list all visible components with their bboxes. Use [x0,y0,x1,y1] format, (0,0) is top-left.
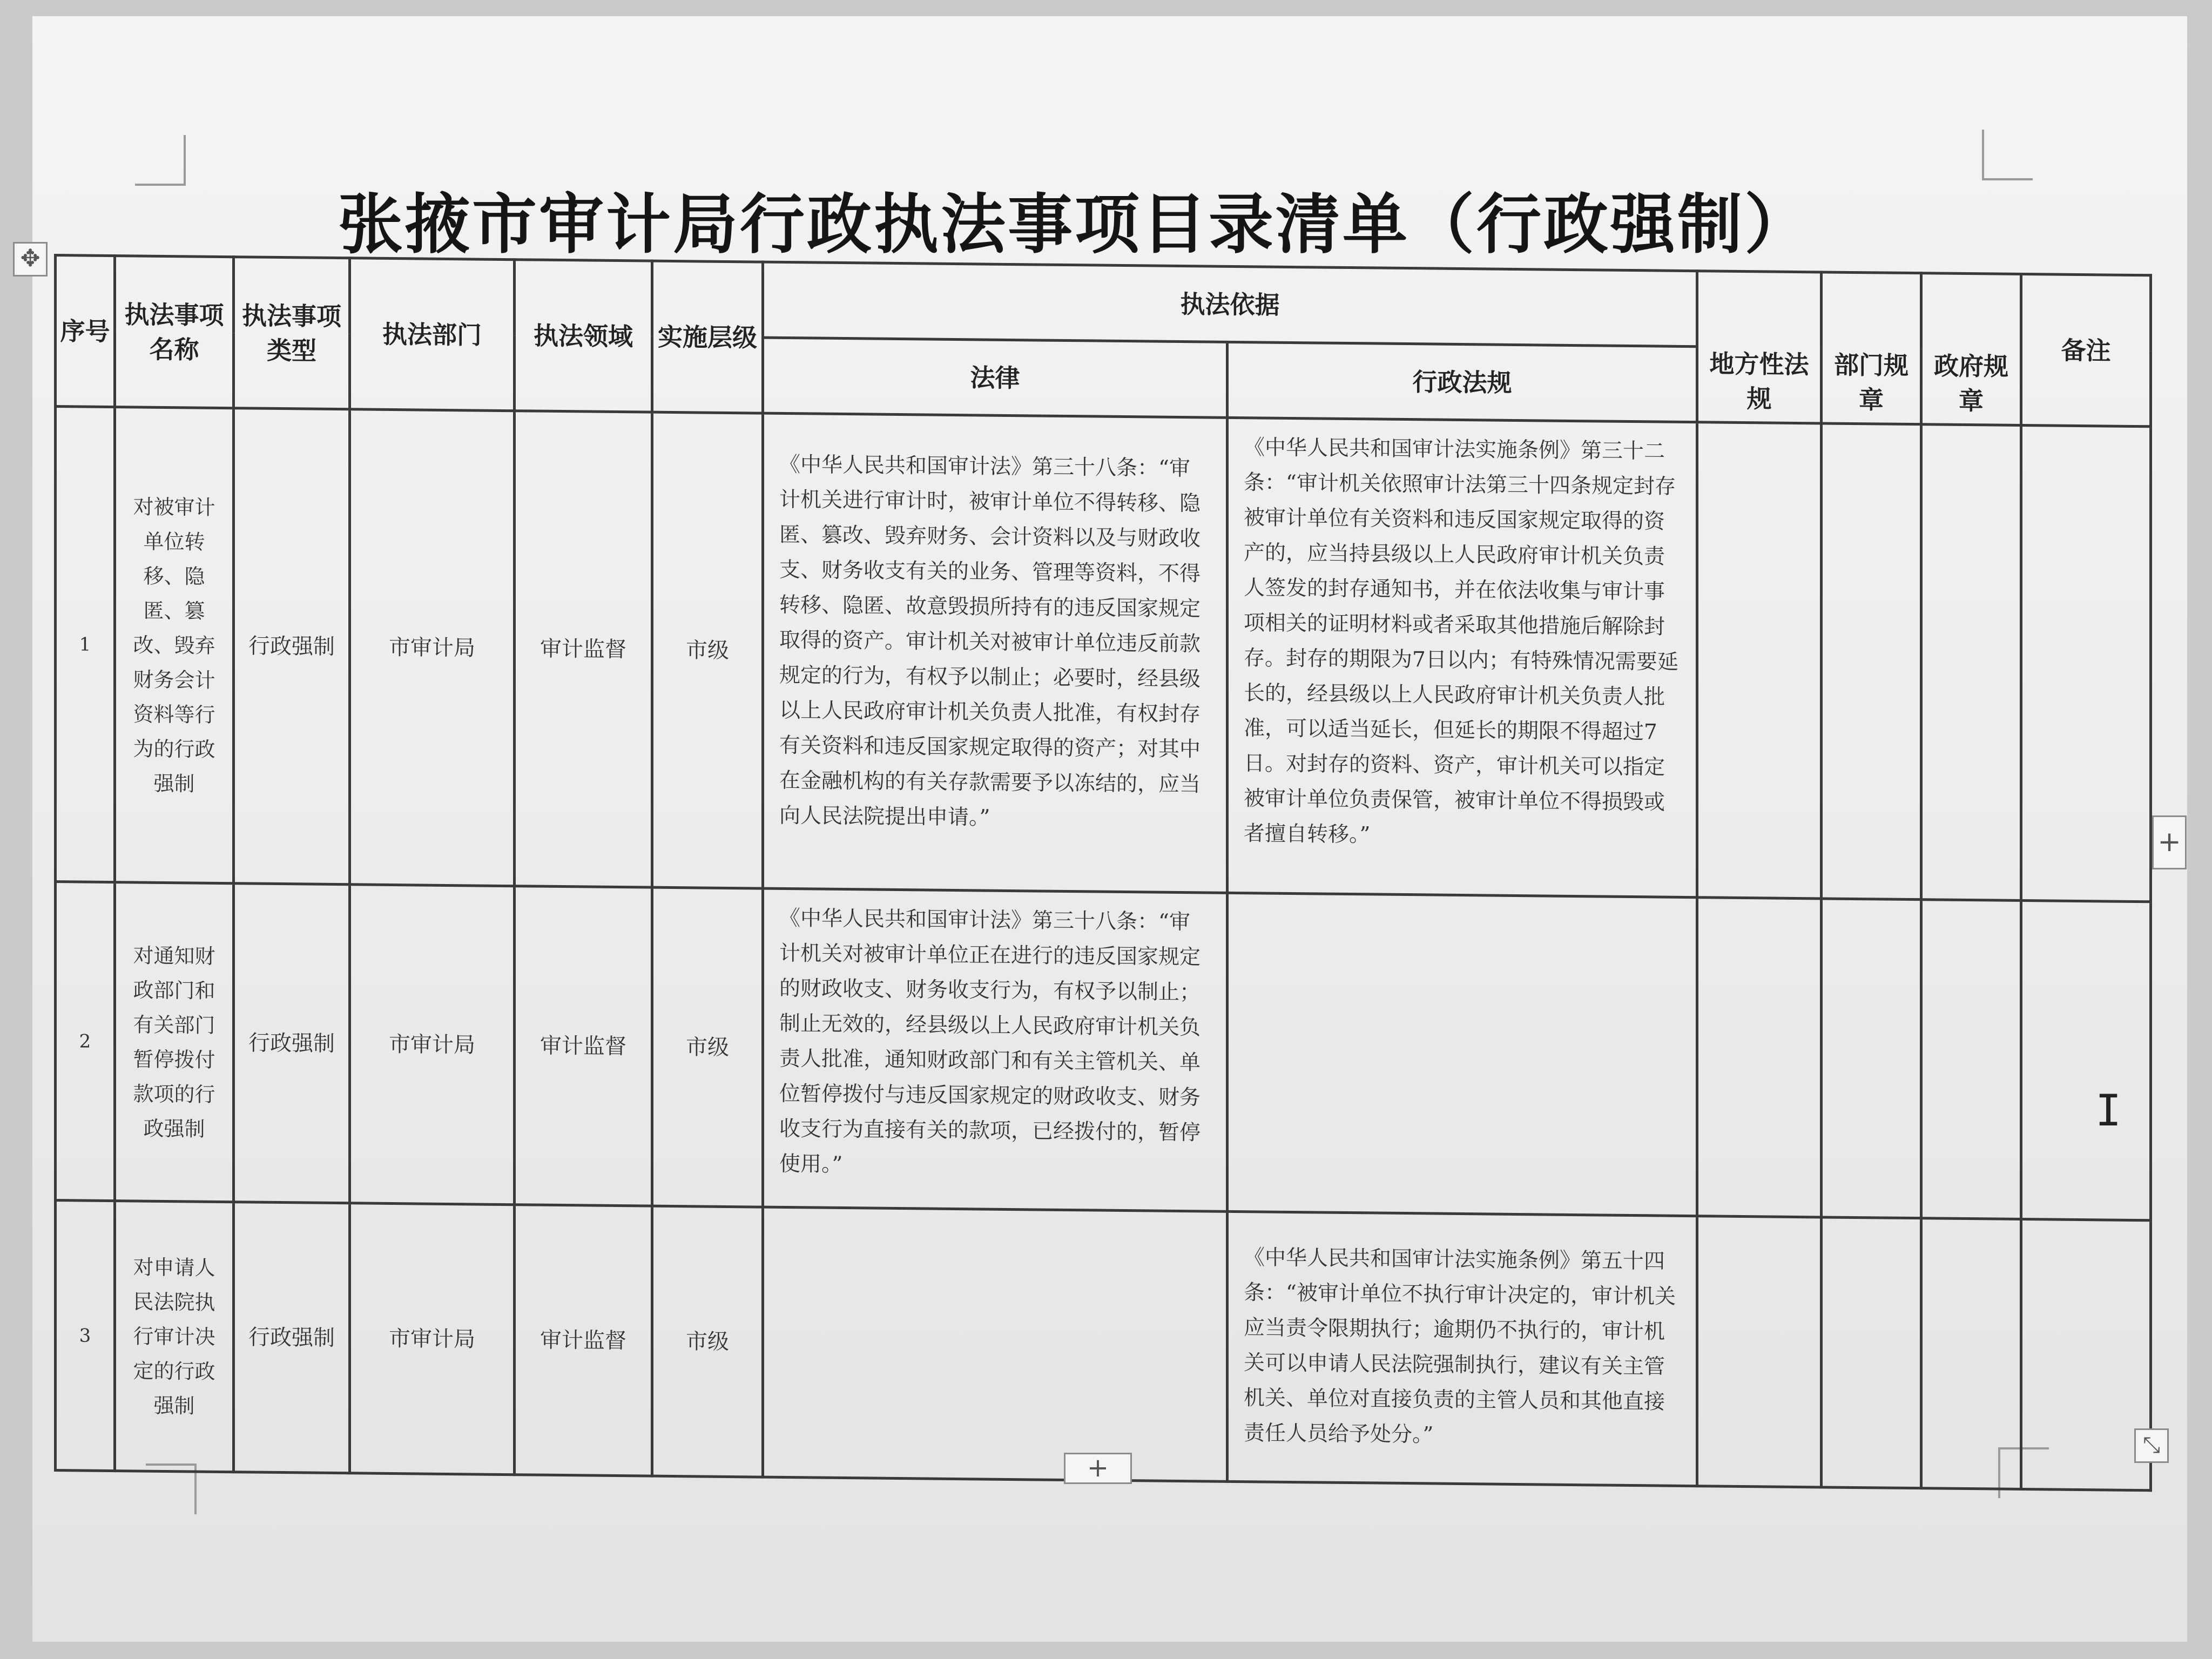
header-law: 法律 [763,338,1228,417]
cell-level[interactable]: 市级 [652,887,763,1207]
cell-dept-rules[interactable] [1822,1217,1921,1488]
header-dept-rules: 部门规章 [1822,272,1921,424]
cell-item-type[interactable]: 行政强制 [234,408,350,885]
add-row-button[interactable]: + [1064,1453,1132,1484]
table-move-icon[interactable]: ✥ [13,242,48,276]
page-margin-corner [135,135,186,186]
add-column-button[interactable]: + [2152,815,2187,869]
cell-gov-rules[interactable] [1921,900,2021,1219]
cell-local-regulation[interactable] [1697,422,1822,899]
header-item-name: 执法事项名称 [115,256,234,408]
table-container [54,254,2149,1467]
cell-law[interactable]: 《中华人民共和国审计法》第三十八条：“审计机关对被审计单位正在进行的违反国家规定的财政收支、财务收支行为，有权予以制止；制止无效的，经县级以上人民政府审计机关负责人批准，通知财政部门和有关主管机关、单位暂停拨付与违反国家规定的财政收支、财务收支行为直接有关的款项，已经拨付的，暂停使用。” [763,888,1228,1211]
header-remarks: 备注 [2021,274,2151,426]
cell-item-type[interactable]: 行政强制 [234,1202,350,1473]
table-resize-icon[interactable]: ⤡ [2134,1428,2169,1463]
table-row [56,1201,2151,1491]
cell-admin-regulation[interactable]: 《中华人民共和国审计法实施条例》第五十四条：“被审计单位不执行审计决定的，审计机关应当责令限期执行；逾期仍不执行的，审计机关可以申请人民法院强制执行，建议有关主管机关、单位对直接负责的主管人员和其他直接责任人员给予处分。” [1228,1211,1697,1486]
header-department: 执法部门 [350,258,515,411]
header-item-type: 执法事项类型 [234,257,350,409]
cell-seq[interactable]: 3 [56,1201,115,1471]
cell-gov-rules[interactable] [1921,1218,2021,1489]
cell-item-name[interactable]: 对通知财政部门和有关部门暂停拨付款项的行政强制 [115,882,234,1202]
cell-item-type[interactable]: 行政强制 [234,884,350,1203]
cell-admin-regulation[interactable]: 《中华人民共和国审计法实施条例》第三十二条：“审计机关依照审计法第三十四条规定封存被审计单位有关资料和违反国家规定取得的资产的，应当持县级以上人民政府审计机关负责人签发的封存通知书，并在依法收集与审计事项相关的证明材料或者采取其他措施后解除封存。封存的期限为7日以内；有特殊情况需要延长的，经县级以上人民政府审计机关负责人批准，可以适当延长，但延长的期限不得超过7日。对封存的资料、资产，审计机关可以指定被审计单位负责保管，被审计单位不得损毁或者擅自转移。” [1228,417,1697,897]
cell-dept-rules[interactable] [1822,423,1921,900]
table-row [56,882,2151,1220]
header-admin-regulation: 行政法规 [1228,342,1697,422]
table-row [56,407,2151,902]
cell-department[interactable]: 市审计局 [350,885,515,1205]
cell-remarks[interactable] [2021,425,2151,901]
header-level: 实施层级 [652,261,763,413]
header-basis: 执法依据 [763,262,1697,347]
cell-item-name[interactable]: 对申请人民法院执行审计决定的行政强制 [115,1201,234,1472]
cell-level[interactable]: 市级 [652,412,763,888]
cell-department[interactable]: 市审计局 [350,1203,515,1475]
cell-law[interactable]: 《中华人民共和国审计法》第三十八条：“审计机关进行审计时，被审计单位不得转移、隐匿、篡改、毁弃财务、会计资料以及与财政收支、财务收支有关的业务、管理等资料，不得转移、隐匿、故意毁损所持有的违反国家规定取得的资产。审计机关对被审计单位违反前款规定的行为，有权予以制止；必要时，经县级以上人民政府审计机关负责人批准，有权封存有关资料和违反国家规定取得的资产；对其中在金融机构的有关存款需要予以冻结的，应当向人民法院提出申请。” [763,413,1228,893]
page-margin-corner [1982,130,2033,180]
cell-seq[interactable]: 1 [56,407,115,882]
cell-dept-rules[interactable] [1822,899,1921,1218]
cell-local-regulation[interactable] [1697,1216,1822,1487]
cell-level[interactable]: 市级 [652,1206,763,1477]
document-title: 张掖市审计局行政执法事项目录清单（行政强制） [338,186,1811,262]
cell-field[interactable]: 审计监督 [515,411,652,887]
cell-field[interactable]: 审计监督 [515,1205,652,1476]
cell-remarks[interactable] [2021,900,2151,1220]
cell-item-name[interactable]: 对被审计单位转移、隐匿、篡改、毁弃财务会计资料等行为的行政强制 [115,407,234,884]
header-field: 执法领域 [515,260,652,412]
header-local-regulation: 地方性法规 [1697,271,1822,423]
cell-local-regulation[interactable] [1697,898,1822,1217]
text-cursor-icon: I [2095,1085,2122,1136]
cell-gov-rules[interactable] [1921,424,2021,901]
cell-law[interactable] [763,1207,1228,1481]
header-seq: 序号 [56,255,115,407]
cell-field[interactable]: 审计监督 [515,886,652,1206]
cell-department[interactable]: 市审计局 [350,409,515,886]
cell-admin-regulation[interactable] [1228,893,1697,1216]
enforcement-table [54,254,2152,1492]
cell-remarks[interactable] [2021,1219,2151,1490]
header-gov-rules: 政府规章 [1921,273,2021,426]
cell-seq[interactable]: 2 [56,882,115,1201]
